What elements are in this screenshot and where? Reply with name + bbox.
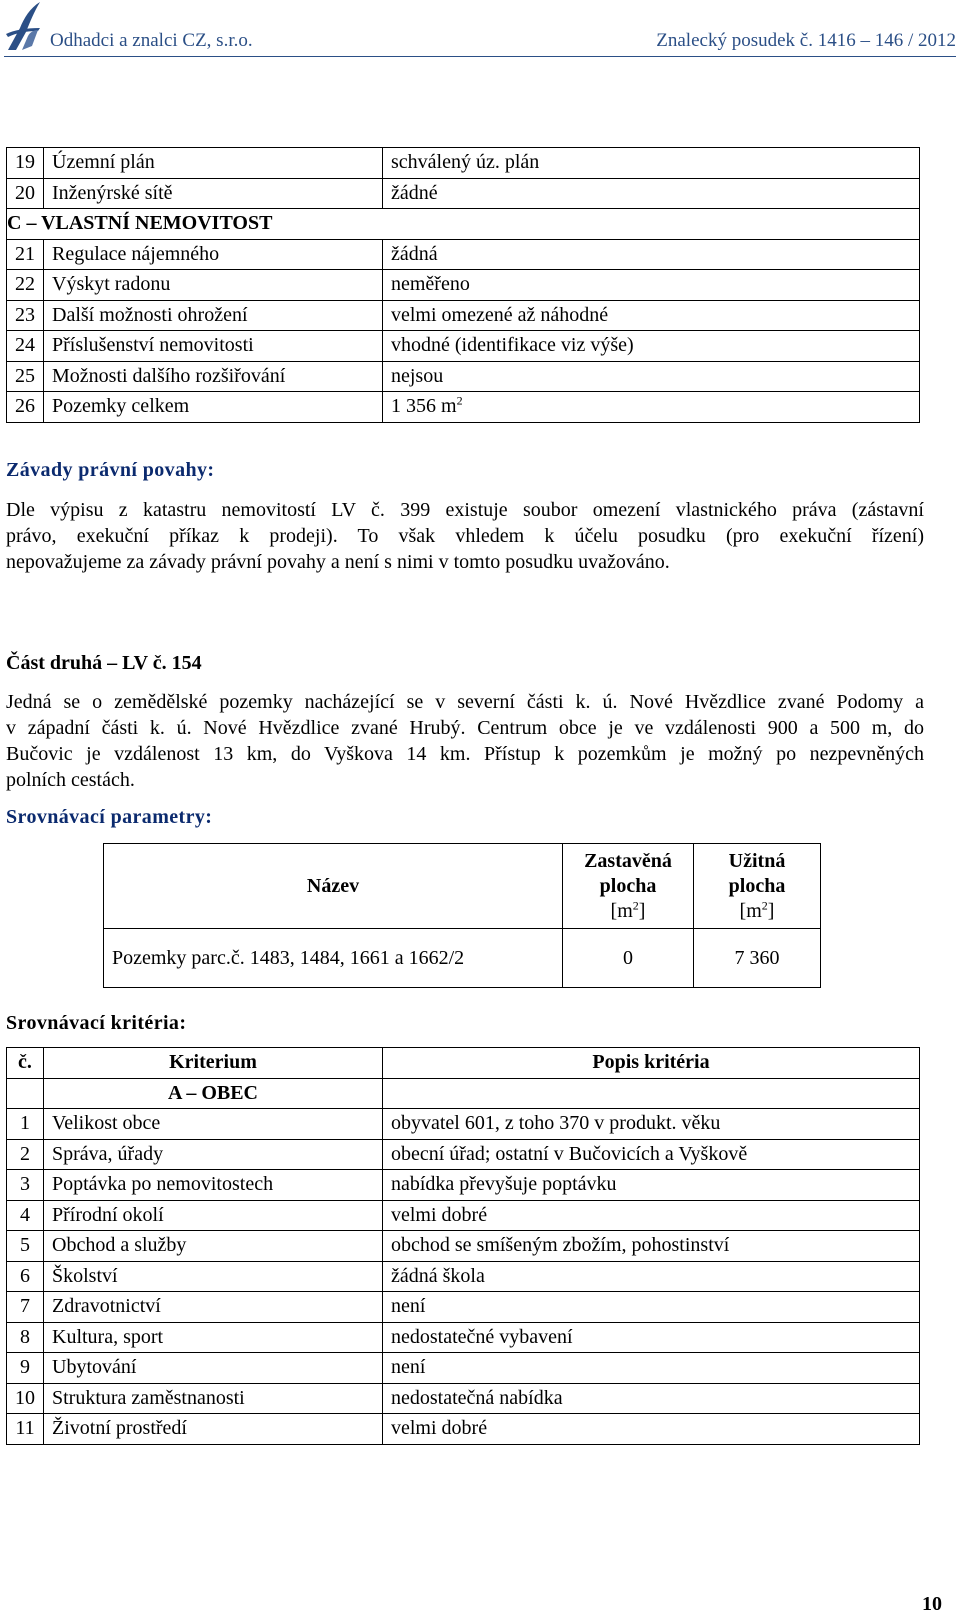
column-header-description: Popis kritéria bbox=[383, 1048, 920, 1079]
row-value: schválený úz. plán bbox=[383, 148, 920, 179]
row-value: vhodné (identifikace viz výše) bbox=[383, 331, 920, 362]
row-value: obecní úřad; ostatní v Bučovicích a Vyškově bbox=[383, 1139, 920, 1170]
table-row bbox=[7, 1109, 920, 1140]
table-section-row bbox=[7, 209, 920, 240]
empty-cell bbox=[7, 1078, 44, 1109]
row-label: Přírodní okolí bbox=[44, 1200, 383, 1231]
paragraph-line: polních cestách. bbox=[6, 769, 135, 791]
row-label: Inženýrské sítě bbox=[44, 178, 383, 209]
superscript: 2 bbox=[456, 393, 463, 408]
column-header-name: Název bbox=[104, 844, 563, 929]
paragraph-line: Dle výpisu z katastru nemovitostí LV č. 399 existuje soubor omezení vlastnického práva (zástavní bbox=[6, 499, 924, 521]
row-number: 2 bbox=[7, 1139, 44, 1170]
table-row bbox=[7, 1200, 920, 1231]
paragraph-line: právo, exekuční příkaz k prodeji). To však vhledem k účelu posudku (pro exekuční řízení) bbox=[6, 525, 924, 547]
header-unit: ] bbox=[638, 899, 646, 922]
row-label: Ubytování bbox=[44, 1353, 383, 1384]
built-area-value: 0 bbox=[563, 929, 694, 988]
row-label: Správa, úřady bbox=[44, 1139, 383, 1170]
column-header-criterion: Kriterium bbox=[44, 1048, 383, 1079]
defects-heading: Závady právní povahy: bbox=[6, 459, 215, 481]
superscript: 2 bbox=[632, 897, 639, 912]
part-two-heading: Část druhá – LV č. 154 bbox=[6, 652, 202, 674]
row-number: 21 bbox=[7, 239, 44, 270]
row-value: nabídka převyšuje poptávku bbox=[383, 1170, 920, 1201]
row-label: Velikost obce bbox=[44, 1109, 383, 1140]
header-unit: ] bbox=[767, 899, 775, 922]
table-row bbox=[7, 1383, 920, 1414]
table-row bbox=[7, 1170, 920, 1201]
header-unit: [m bbox=[739, 899, 762, 922]
row-label: Další možnosti ohrožení bbox=[44, 300, 383, 331]
row-value: nejsou bbox=[383, 361, 920, 392]
table-row bbox=[7, 1292, 920, 1323]
row-number: 24 bbox=[7, 331, 44, 362]
table-row bbox=[7, 178, 920, 209]
row-value: neměřeno bbox=[383, 270, 920, 301]
row-number: 11 bbox=[7, 1414, 44, 1445]
row-number: 22 bbox=[7, 270, 44, 301]
row-number: 3 bbox=[7, 1170, 44, 1201]
table-row bbox=[7, 148, 920, 179]
row-label: Struktura zaměstnanosti bbox=[44, 1383, 383, 1414]
row-value: nedostatečné vybavení bbox=[383, 1322, 920, 1353]
table-row bbox=[7, 1322, 920, 1353]
superscript: 2 bbox=[761, 897, 768, 912]
area-value: 1 356 m bbox=[391, 395, 457, 418]
row-number: 8 bbox=[7, 1322, 44, 1353]
company-logo-icon bbox=[4, 0, 42, 52]
row-number: 23 bbox=[7, 300, 44, 331]
paragraph-line: v západní části k. ú. Nové Hvězdlice zvané Hrubý. Centrum obce je ve vzdálenosti 900 a 500 m, do bbox=[6, 717, 924, 739]
row-value: nedostatečná nabídka bbox=[383, 1383, 920, 1414]
row-value: velmi dobré bbox=[383, 1414, 920, 1445]
report-number: Znalecký posudek č. 1416 – 146 / 2012 bbox=[656, 30, 956, 51]
row-value: obchod se smíšeným zbožím, pohostinství bbox=[383, 1231, 920, 1262]
table-row bbox=[7, 331, 920, 362]
row-value: není bbox=[383, 1292, 920, 1323]
paragraph-line: Bučovic je vzdálenost 13 km, do Vyškova 14 km. Přístup k pozemkům je možný po nezpevněných bbox=[6, 743, 924, 765]
table-row bbox=[7, 392, 920, 423]
row-label: Územní plán bbox=[44, 148, 383, 179]
row-value: velmi omezené až náhodné bbox=[383, 300, 920, 331]
row-value: velmi dobré bbox=[383, 1200, 920, 1231]
row-value: žádná bbox=[383, 239, 920, 270]
header-word: Užitná bbox=[728, 849, 786, 872]
row-number: 19 bbox=[7, 148, 44, 179]
table-group-row bbox=[7, 1078, 920, 1109]
table-header-row bbox=[104, 844, 821, 929]
table-row bbox=[7, 1231, 920, 1262]
row-value: obyvatel 601, z toho 370 v produkt. věku bbox=[383, 1109, 920, 1140]
row-label: Možnosti dalšího rozšiřování bbox=[44, 361, 383, 392]
table-row bbox=[7, 239, 920, 270]
table-row bbox=[7, 1353, 920, 1384]
property-attributes-table bbox=[6, 147, 920, 423]
row-number: 5 bbox=[7, 1231, 44, 1262]
part-two-paragraph bbox=[6, 689, 924, 793]
table-row bbox=[7, 361, 920, 392]
row-number: 1 bbox=[7, 1109, 44, 1140]
comparison-criteria-table bbox=[6, 1047, 920, 1445]
company-name: Odhadci a znalci CZ, s.r.o. bbox=[50, 30, 253, 51]
header-word: plocha bbox=[599, 874, 657, 897]
page-header bbox=[0, 0, 960, 58]
row-value: žádná škola bbox=[383, 1261, 920, 1292]
empty-cell bbox=[383, 1078, 920, 1109]
column-header-built-area bbox=[563, 844, 694, 929]
row-number: 9 bbox=[7, 1353, 44, 1384]
table-row bbox=[7, 1139, 920, 1170]
row-number: 10 bbox=[7, 1383, 44, 1414]
header-word: Zastavěná bbox=[584, 849, 672, 872]
criteria-heading: Srovnávací kritéria: bbox=[6, 1012, 187, 1034]
header-unit: [m bbox=[610, 899, 633, 922]
table-row bbox=[7, 270, 920, 301]
row-number: 7 bbox=[7, 1292, 44, 1323]
row-value bbox=[383, 392, 920, 423]
table-row bbox=[7, 1261, 920, 1292]
page-number: 10 bbox=[922, 1593, 942, 1615]
header-word: plocha bbox=[728, 874, 786, 897]
table-row bbox=[104, 929, 821, 988]
table-header-row bbox=[7, 1048, 920, 1079]
row-label: Zdravotnictví bbox=[44, 1292, 383, 1323]
params-heading: Srovnávací parametry: bbox=[6, 806, 213, 828]
row-label: Poptávka po nemovitostech bbox=[44, 1170, 383, 1201]
table-row bbox=[7, 1414, 920, 1445]
row-number: 4 bbox=[7, 1200, 44, 1231]
parcel-name: Pozemky parc.č. 1483, 1484, 1661 a 1662/2 bbox=[104, 929, 563, 988]
group-heading: A – OBEC bbox=[44, 1078, 383, 1109]
row-value: žádné bbox=[383, 178, 920, 209]
row-label: Výskyt radonu bbox=[44, 270, 383, 301]
row-number: 25 bbox=[7, 361, 44, 392]
row-label: Příslušenství nemovitosti bbox=[44, 331, 383, 362]
table-row bbox=[7, 300, 920, 331]
row-label: Školství bbox=[44, 1261, 383, 1292]
row-value: není bbox=[383, 1353, 920, 1384]
header-divider bbox=[4, 56, 956, 57]
row-label: Kultura, sport bbox=[44, 1322, 383, 1353]
paragraph-line: Jedná se o zemědělské pozemky nacházející se v severní části k. ú. Nové Hvězdlice zvané Podomy a bbox=[6, 691, 924, 713]
column-header-number: č. bbox=[7, 1048, 44, 1079]
row-label: Regulace nájemného bbox=[44, 239, 383, 270]
section-heading: C – VLASTNÍ NEMOVITOST bbox=[7, 209, 920, 240]
row-number: 6 bbox=[7, 1261, 44, 1292]
paragraph-line: nepovažujeme za závady právní povahy a není s nimi v tomto posudku uvažováno. bbox=[6, 551, 670, 573]
row-number: 20 bbox=[7, 178, 44, 209]
defects-paragraph bbox=[6, 497, 924, 575]
row-number: 26 bbox=[7, 392, 44, 423]
row-label: Obchod a služby bbox=[44, 1231, 383, 1262]
comparison-parameters-table bbox=[103, 843, 821, 988]
row-label: Životní prostředí bbox=[44, 1414, 383, 1445]
row-label: Pozemky celkem bbox=[44, 392, 383, 423]
usable-area-value: 7 360 bbox=[694, 929, 821, 988]
column-header-usable-area bbox=[694, 844, 821, 929]
